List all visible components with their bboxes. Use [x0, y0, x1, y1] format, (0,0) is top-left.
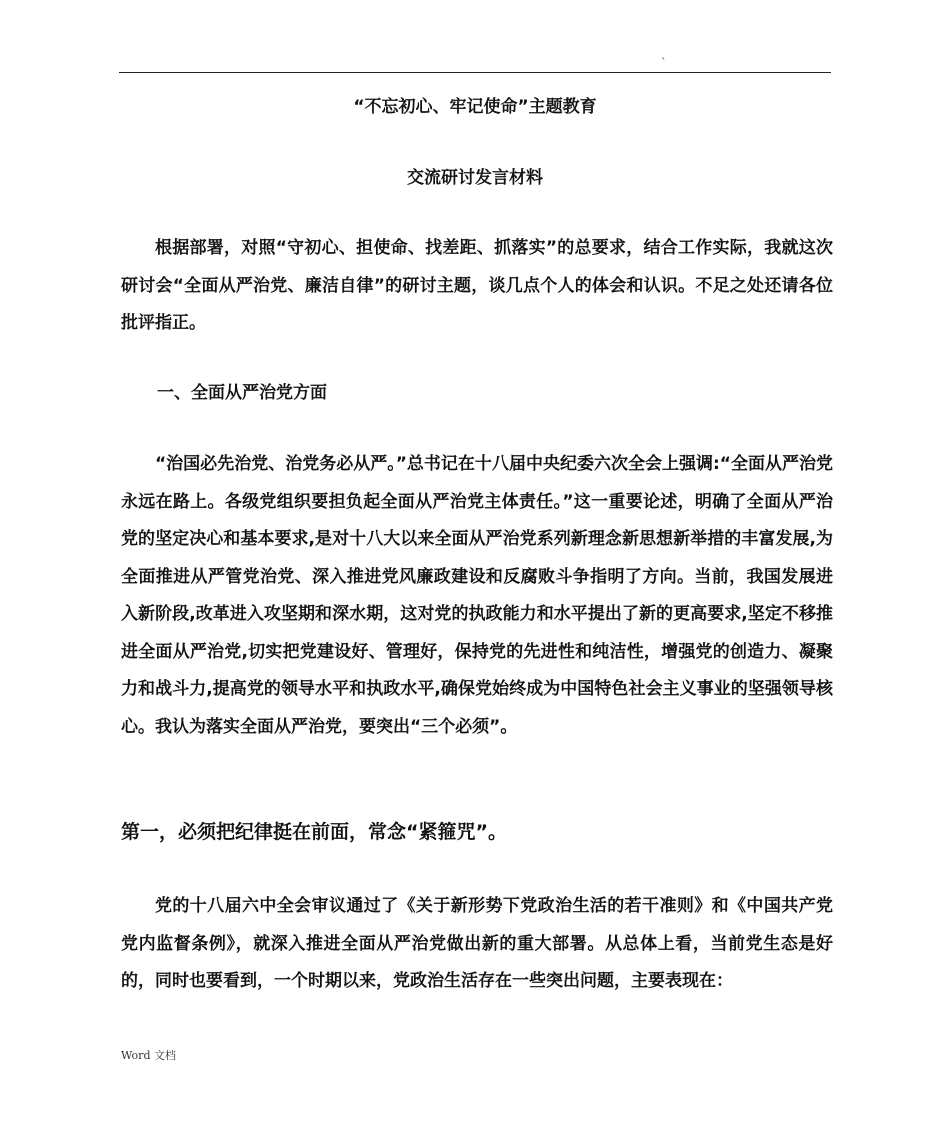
- document-title: “不忘初心、牢记使命”主题教育: [353, 97, 597, 117]
- intro-paragraph: 根据部署，对照“守初心、担使命、找差距、抓落实”的总要求，结合工作实际，我就这次研讨会“全面从严治党、廉洁自律”的研讨主题，谈几点个人的体会和认识。不足之处还请各位批评指正。: [121, 238, 833, 333]
- sub-paragraph: 党的十八届六中全会审议通过了《关于新形势下党政治生活的若干准则》和《中国共产党党内监督条例》，就深入推进全面从严治党做出新的重大部署。从总体上看，当前党生态是好的，同时也要看到，一个时期以来，党政治生活存在一些突出问题，主要表现在：: [121, 896, 833, 991]
- header-mark: `: [661, 56, 667, 69]
- document-subtitle: 交流研讨发言材料: [407, 168, 543, 188]
- section-paragraph: “治国必先治党、治党务必从严。”总书记在十八届中央纪委六次全会上强调:“全面从严治党永远在路上。各级党组织要担负起全面从严治党主体责任。”这一重要论述，明确了全面从严治党的坚定决心和基本要求,是对十八大以来全面从严治党系列新理念新思想新举措的丰富发展,为全面推进从严管党治党、深入推进党风廉政建设和反腐败斗争指明了方向。当前，我国发展进入新阶段,改革进入攻坚期和深水期，这对党的执政能力和水平提出了新的更高要求,坚定不移推进全面从严治党,切实把党建设好、管理好，保持党的先进性和纯洁性，增强党的创造力、凝聚力和战斗力,提高党的领导水平和执政水平,确保党始终成为中国特色社会主义事业的坚强领导核心。我认为落实全面从严治党，要突出“三个必须”。: [121, 454, 833, 737]
- sub-heading: 第一，必须把纪律挺在前面，常念“紧箍咒”。: [121, 821, 507, 843]
- section-heading: 一、全面从严治党方面: [157, 383, 327, 403]
- header-rule: [119, 72, 831, 73]
- footer-label: Word 文档: [121, 1049, 176, 1062]
